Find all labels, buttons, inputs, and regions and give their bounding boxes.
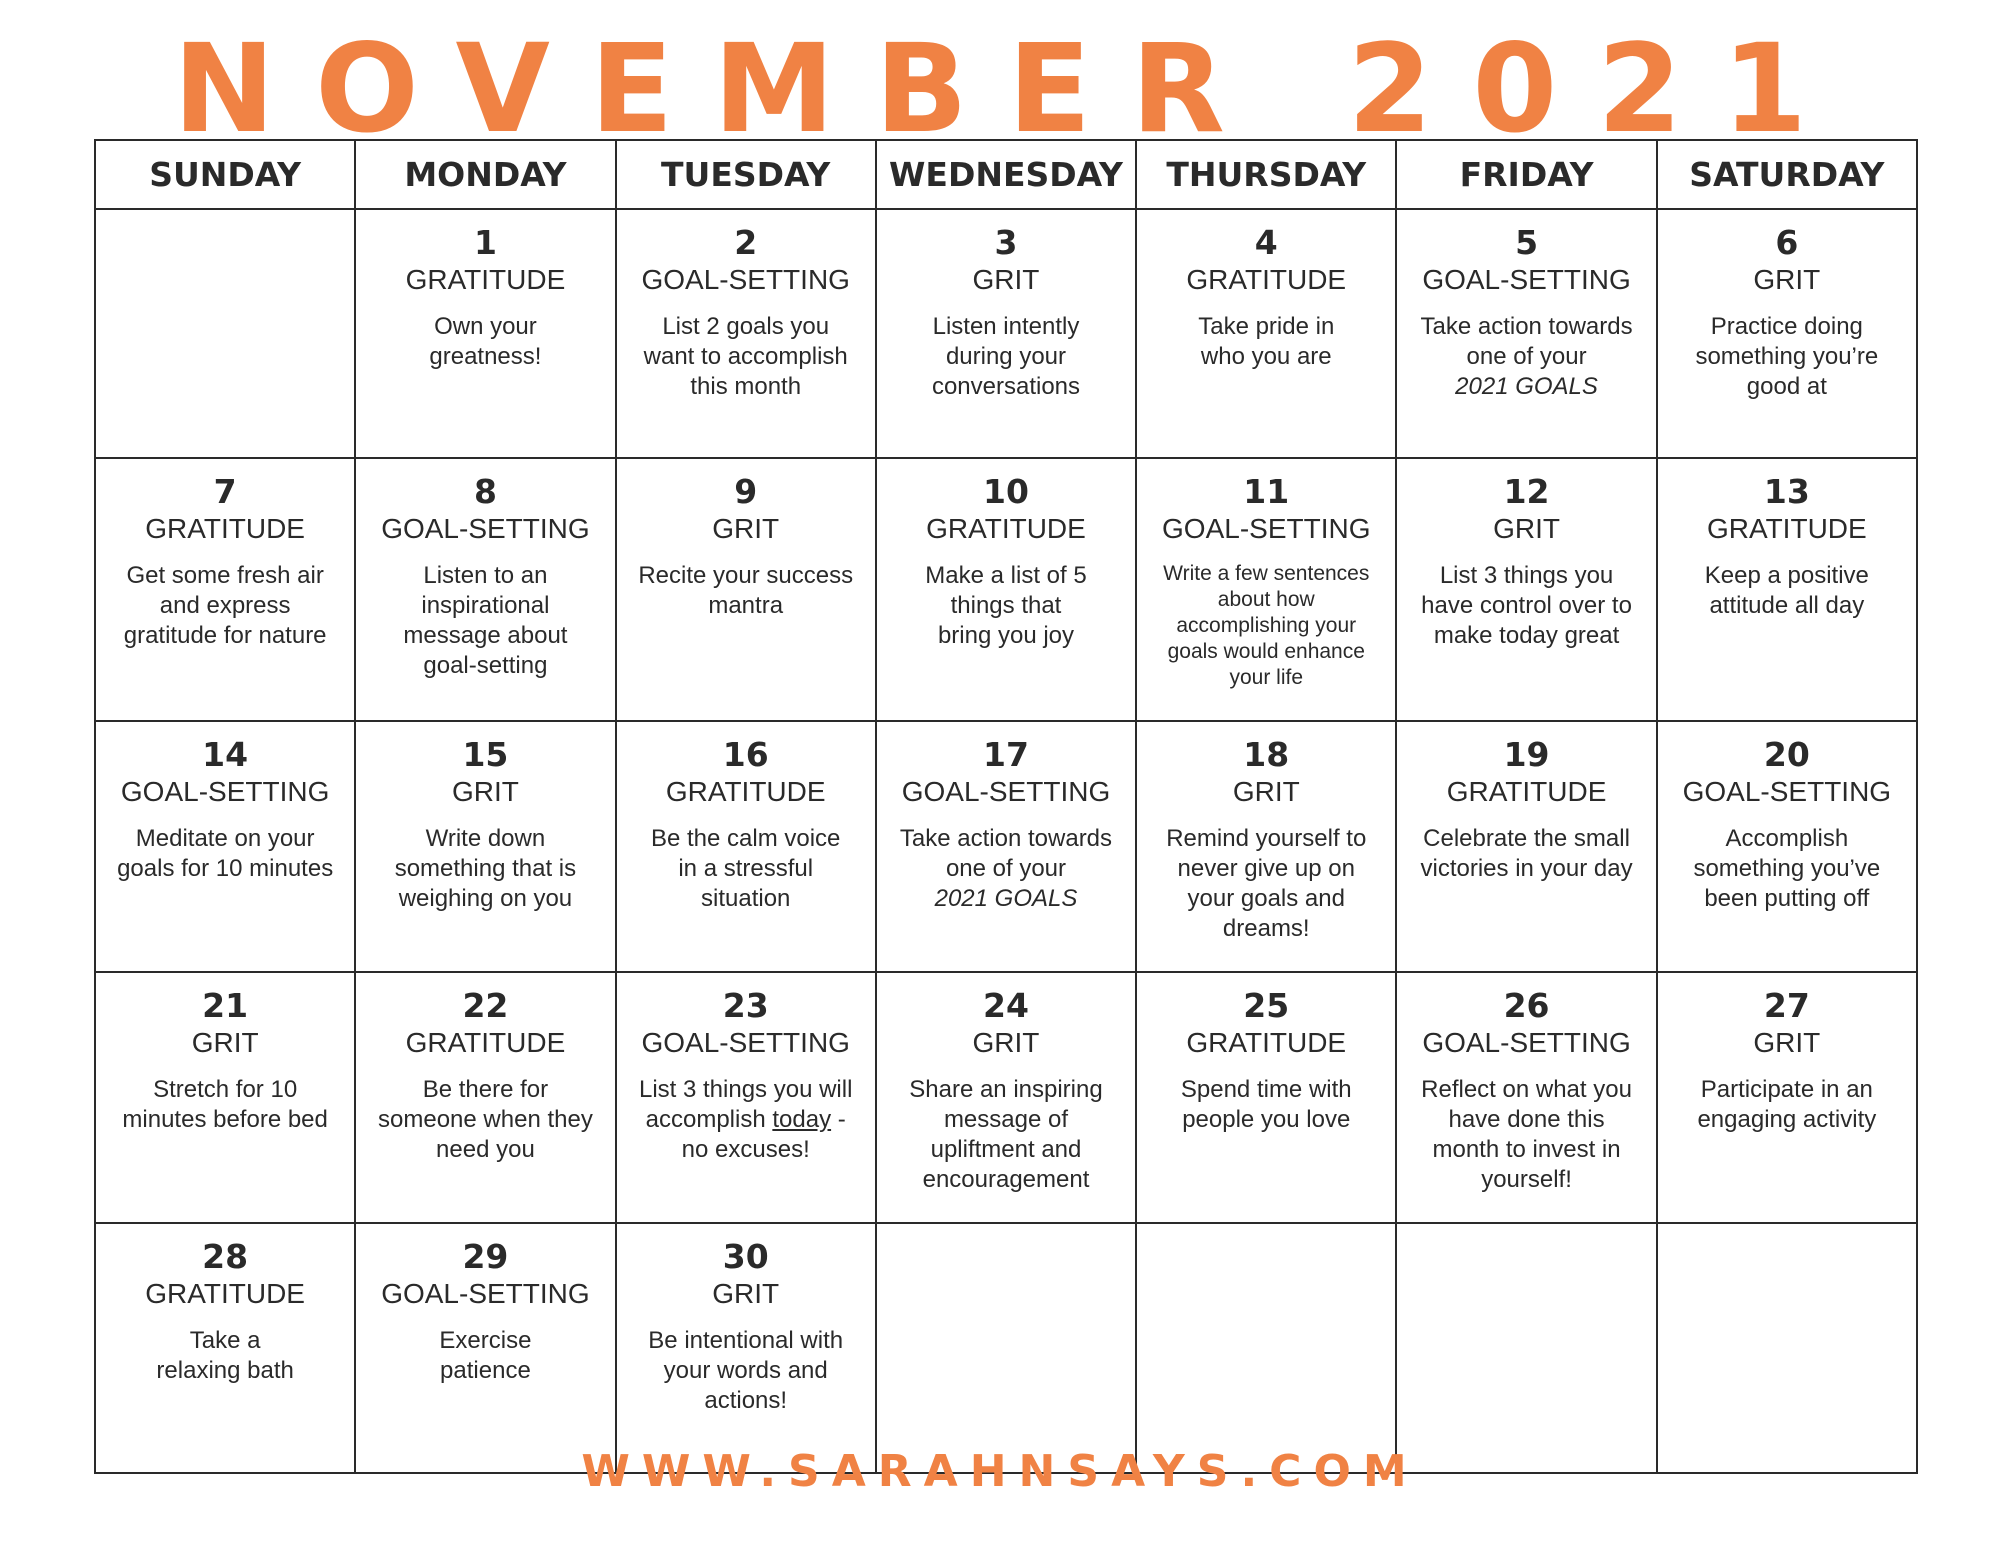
- empty-day-cell: [876, 1223, 1136, 1473]
- day-number: 17: [983, 735, 1029, 774]
- day-task: [1666, 561, 1908, 621]
- day-content: [877, 722, 1135, 914]
- task-line: goals for 10 minutes: [117, 855, 334, 882]
- weekday-header: SUNDAY: [95, 140, 355, 209]
- day-content: [356, 459, 614, 681]
- day-theme: GOAL-SETTING: [381, 513, 590, 544]
- day-theme: GOAL-SETTING: [641, 264, 850, 295]
- day-content: [617, 1224, 875, 1416]
- weekday-header: FRIDAY: [1396, 140, 1656, 209]
- task-line: and express: [159, 592, 291, 619]
- task-line: Take a: [189, 1327, 261, 1354]
- day-theme: GRIT: [1753, 264, 1821, 295]
- week-row: [95, 1223, 1917, 1473]
- day-theme: GRIT: [1493, 513, 1560, 544]
- day-theme: GRATITUDE: [1186, 264, 1347, 295]
- day-task: [885, 312, 1127, 402]
- day-number: 22: [462, 986, 509, 1025]
- day-theme: GOAL-SETTING: [1422, 264, 1631, 295]
- day-theme: GRIT: [972, 264, 1040, 295]
- day-content: [1397, 210, 1655, 402]
- day-content: [1397, 973, 1655, 1195]
- day-task: [104, 1075, 346, 1135]
- day-task: [625, 561, 867, 621]
- task-line: this month: [690, 373, 802, 400]
- task-line: Meditate on your: [135, 825, 315, 852]
- task-text: -: [831, 1106, 846, 1133]
- task-line: [625, 1105, 867, 1135]
- day-cell: [616, 721, 876, 972]
- day-content: [1397, 459, 1655, 651]
- task-line: Take action towards: [899, 825, 1113, 852]
- task-line: something that is: [394, 855, 577, 882]
- day-task: [104, 1326, 346, 1386]
- day-task: [1145, 561, 1387, 691]
- day-cell: [95, 721, 355, 972]
- task-line: Share an inspiring: [909, 1076, 1103, 1103]
- task-line: [1405, 372, 1647, 402]
- task-line: mantra: [708, 592, 784, 619]
- day-theme: GOAL-SETTING: [901, 776, 1111, 807]
- empty-day-cell: [1657, 1223, 1917, 1473]
- day-task: [885, 1075, 1127, 1195]
- day-number: 15: [462, 735, 509, 774]
- task-line: minutes before bed: [122, 1106, 328, 1133]
- day-content: [96, 722, 354, 884]
- day-cell: [1396, 209, 1656, 458]
- task-text: accomplish: [645, 1106, 773, 1133]
- task-line: Spend time with: [1180, 1076, 1352, 1103]
- task-line: Practice doing: [1710, 313, 1863, 340]
- task-line: gratitude for nature: [123, 622, 327, 649]
- day-task: [364, 1326, 606, 1386]
- day-theme: GRATITUDE: [145, 513, 305, 544]
- day-task: [104, 561, 346, 651]
- task-line: victories in your day: [1420, 855, 1633, 882]
- task-underlined-word: today: [772, 1106, 832, 1133]
- day-number: 8: [473, 472, 497, 511]
- day-content: [96, 459, 354, 651]
- task-line: Recite your success: [638, 562, 854, 589]
- weekday-header: SATURDAY: [1657, 140, 1917, 209]
- task-line: Write a few sentences: [1163, 562, 1370, 585]
- day-content: [617, 973, 875, 1165]
- day-cell: [616, 972, 876, 1223]
- day-cell: [1657, 721, 1917, 972]
- day-content: [1137, 210, 1395, 372]
- task-line: weighing on you: [398, 885, 573, 912]
- task-line: one of your: [1466, 343, 1587, 370]
- task-line: your life: [1229, 666, 1304, 689]
- task-line: who you are: [1200, 343, 1332, 370]
- day-theme: GRIT: [712, 1278, 780, 1309]
- day-theme: GRATITUDE: [1446, 776, 1607, 807]
- calendar-title: NOVEMBER 2021: [173, 18, 1847, 160]
- day-number: 2: [734, 223, 758, 262]
- day-cell: [95, 1223, 355, 1473]
- task-line: Stretch for 10: [153, 1076, 298, 1103]
- task-emphasis: 2021 GOALS: [934, 885, 1078, 912]
- day-cell: [95, 458, 355, 721]
- task-line: accomplishing your: [1176, 614, 1357, 637]
- day-cell: [355, 1223, 615, 1473]
- day-content: [356, 722, 614, 914]
- day-number: 7: [213, 472, 237, 511]
- task-line: someone when they: [378, 1106, 593, 1133]
- task-line: Write down: [425, 825, 546, 852]
- day-number: 13: [1763, 472, 1810, 511]
- task-line: Keep a positive: [1704, 562, 1869, 589]
- day-cell: [95, 972, 355, 1223]
- task-line: greatness!: [429, 343, 542, 370]
- day-number: 25: [1243, 986, 1290, 1025]
- day-task: [1405, 824, 1647, 884]
- task-line: Be intentional with: [648, 1327, 844, 1354]
- task-line: need you: [436, 1136, 535, 1163]
- weekday-header: MONDAY: [355, 140, 615, 209]
- task-line: Make a list of 5: [925, 562, 1087, 589]
- day-task: [364, 312, 606, 372]
- task-line: been putting off: [1704, 885, 1870, 912]
- day-task: [1405, 1075, 1647, 1195]
- day-content: [356, 210, 614, 372]
- day-content: [1658, 459, 1916, 621]
- day-cell: [1396, 972, 1656, 1223]
- day-theme: GRATITUDE: [665, 776, 826, 807]
- task-line: attitude all day: [1709, 592, 1865, 619]
- day-task: [104, 824, 346, 884]
- day-cell: [876, 209, 1136, 458]
- day-task: [364, 1075, 606, 1165]
- task-line: yourself!: [1481, 1166, 1572, 1193]
- day-theme: GOAL-SETTING: [641, 1027, 850, 1058]
- day-cell: [1657, 972, 1917, 1223]
- day-task: [1145, 312, 1387, 372]
- task-line: no excuses!: [681, 1136, 810, 1163]
- day-theme: GRIT: [191, 1027, 259, 1058]
- day-cell: [1136, 721, 1396, 972]
- day-theme: GOAL-SETTING: [1422, 1027, 1631, 1058]
- day-number: 30: [722, 1237, 769, 1276]
- task-line: Listen intently: [932, 313, 1080, 340]
- task-line: [885, 884, 1127, 914]
- website-url: WWW.SARAHNSAYS.COM: [581, 1446, 1419, 1497]
- day-task: [625, 824, 867, 914]
- day-content: [1137, 973, 1395, 1135]
- task-line: during your: [945, 343, 1067, 370]
- task-line: bring you joy: [937, 622, 1075, 649]
- day-number: 21: [202, 986, 249, 1025]
- day-number: 5: [1515, 223, 1539, 262]
- task-line: Own your: [434, 313, 537, 340]
- week-row: [95, 458, 1917, 721]
- task-line: List 3 things you will: [638, 1076, 853, 1103]
- day-number: 3: [994, 223, 1018, 262]
- day-cell: [1136, 458, 1396, 721]
- weekday-header: TUESDAY: [616, 140, 876, 209]
- task-line: in a stressful: [678, 855, 814, 882]
- day-theme: GRIT: [712, 513, 780, 544]
- day-cell: [1136, 209, 1396, 458]
- task-line: Be there for: [422, 1076, 549, 1103]
- weekday-header: THURSDAY: [1136, 140, 1396, 209]
- task-line: message about: [403, 622, 568, 649]
- day-theme: GRATITUDE: [405, 1027, 566, 1058]
- day-number: 27: [1763, 986, 1810, 1025]
- day-task: [364, 561, 606, 681]
- task-line: have done this: [1448, 1106, 1605, 1133]
- empty-day-cell: [1396, 1223, 1656, 1473]
- week-row: [95, 972, 1917, 1223]
- day-task: [885, 824, 1127, 914]
- day-number: 12: [1503, 472, 1550, 511]
- day-cell: [355, 209, 615, 458]
- day-content: [877, 459, 1135, 651]
- day-theme: GRIT: [1753, 1027, 1821, 1058]
- task-line: things that: [950, 592, 1062, 619]
- day-theme: GRIT: [1232, 776, 1300, 807]
- day-cell: [1396, 458, 1656, 721]
- day-task: [885, 561, 1127, 651]
- day-task: [1666, 1075, 1908, 1135]
- day-task: [1145, 1075, 1387, 1135]
- task-line: relaxing bath: [156, 1357, 294, 1384]
- day-content: [356, 973, 614, 1165]
- day-task: [625, 1075, 867, 1165]
- day-cell: [1396, 721, 1656, 972]
- day-number: 14: [202, 735, 249, 774]
- task-line: Be the calm voice: [650, 825, 841, 852]
- task-line: goals would enhance: [1167, 640, 1365, 663]
- day-number: 20: [1763, 735, 1810, 774]
- day-cell: [1657, 209, 1917, 458]
- day-task: [1666, 824, 1908, 914]
- day-theme: GRIT: [972, 1027, 1040, 1058]
- task-line: Remind yourself to: [1166, 825, 1367, 852]
- task-line: Get some fresh air: [126, 562, 324, 589]
- day-content: [1137, 722, 1395, 944]
- day-task: [1666, 312, 1908, 402]
- task-line: upliftment and: [930, 1136, 1082, 1163]
- task-line: Participate in an: [1700, 1076, 1873, 1103]
- day-theme: GRATITUDE: [145, 1278, 305, 1309]
- day-number: 16: [722, 735, 769, 774]
- day-task: [1145, 824, 1387, 944]
- task-line: something you’ve: [1693, 855, 1881, 882]
- task-line: List 3 things you: [1439, 562, 1614, 589]
- day-theme: GOAL-SETTING: [1682, 776, 1892, 807]
- day-content: [617, 459, 875, 621]
- task-line: goal-setting: [423, 652, 548, 679]
- task-line: Take action towards: [1420, 313, 1633, 340]
- task-line: something you’re: [1695, 343, 1879, 370]
- day-content: [877, 210, 1135, 402]
- day-cell: [1136, 972, 1396, 1223]
- task-line: Celebrate the small: [1423, 825, 1630, 852]
- day-task: [364, 824, 606, 914]
- day-task: [625, 1326, 867, 1416]
- weekday-header-row: [95, 140, 1917, 209]
- task-line: patience: [440, 1357, 531, 1384]
- day-cell: [876, 458, 1136, 721]
- day-cell: [1657, 458, 1917, 721]
- day-number: 29: [462, 1237, 509, 1276]
- task-line: your words and: [663, 1357, 828, 1384]
- day-content: [1658, 210, 1916, 402]
- day-number: 6: [1775, 223, 1799, 262]
- day-content: [96, 1224, 354, 1386]
- empty-day-cell: [95, 209, 355, 458]
- day-cell: [355, 721, 615, 972]
- day-theme: GRATITUDE: [1706, 513, 1867, 544]
- task-line: actions!: [704, 1387, 788, 1414]
- day-cell: [876, 721, 1136, 972]
- task-line: Listen to an: [423, 562, 548, 589]
- day-number: 18: [1243, 735, 1290, 774]
- day-cell: [355, 458, 615, 721]
- task-line: about how: [1217, 588, 1315, 611]
- day-number: 19: [1503, 735, 1550, 774]
- task-line: message of: [943, 1106, 1069, 1133]
- week-row: [95, 721, 1917, 972]
- day-content: [1658, 973, 1916, 1135]
- day-content: [1658, 722, 1916, 914]
- task-line: Reflect on what you: [1421, 1076, 1632, 1103]
- task-line: encouragement: [922, 1166, 1090, 1193]
- task-line: engaging activity: [1697, 1106, 1877, 1133]
- day-cell: [616, 1223, 876, 1473]
- day-cell: [616, 458, 876, 721]
- task-line: your goals and: [1187, 885, 1345, 912]
- weekday-header: WEDNESDAY: [876, 140, 1136, 209]
- day-content: [1137, 459, 1395, 691]
- empty-day-cell: [1136, 1223, 1396, 1473]
- task-line: never give up on: [1177, 855, 1355, 882]
- task-line: inspirational: [421, 592, 550, 619]
- day-task: [625, 312, 867, 402]
- day-number: 9: [734, 472, 758, 511]
- day-theme: GOAL-SETTING: [381, 1278, 590, 1309]
- day-theme: GRATITUDE: [926, 513, 1086, 544]
- week-row: [95, 209, 1917, 458]
- day-cell: [876, 972, 1136, 1223]
- day-cell: [616, 209, 876, 458]
- task-line: make today great: [1433, 622, 1620, 649]
- day-content: [617, 722, 875, 914]
- day-content: [1397, 722, 1655, 884]
- day-number: 26: [1503, 986, 1550, 1025]
- day-content: [96, 973, 354, 1135]
- day-number: 10: [983, 472, 1029, 511]
- day-theme: GRIT: [451, 776, 519, 807]
- task-line: conversations: [931, 373, 1081, 400]
- day-content: [877, 973, 1135, 1195]
- day-number: 23: [722, 986, 769, 1025]
- day-cell: [355, 972, 615, 1223]
- day-theme: GRATITUDE: [1186, 1027, 1347, 1058]
- task-line: dreams!: [1222, 915, 1310, 942]
- day-number: 28: [202, 1237, 249, 1276]
- task-line: one of your: [945, 855, 1067, 882]
- day-number: 4: [1254, 223, 1278, 262]
- task-line: List 2 goals you: [662, 313, 830, 340]
- calendar-grid: [94, 139, 1918, 1474]
- day-theme: GOAL-SETTING: [1162, 513, 1371, 544]
- task-line: have control over to: [1421, 592, 1632, 619]
- day-number: 1: [473, 223, 497, 262]
- day-number: 11: [1243, 472, 1290, 511]
- day-number: 24: [983, 986, 1029, 1025]
- day-theme: GOAL-SETTING: [120, 776, 330, 807]
- task-line: situation: [701, 885, 791, 912]
- task-line: want to accomplish: [643, 343, 848, 370]
- task-line: month to invest in: [1432, 1136, 1621, 1163]
- day-content: [617, 210, 875, 402]
- task-line: good at: [1746, 373, 1827, 400]
- day-theme: GRATITUDE: [405, 264, 566, 295]
- task-line: Exercise: [439, 1327, 532, 1354]
- task-line: Take pride in: [1198, 313, 1335, 340]
- task-line: Accomplish: [1725, 825, 1849, 852]
- day-content: [356, 1224, 614, 1386]
- day-task: [1405, 561, 1647, 651]
- task-line: people you love: [1182, 1106, 1351, 1133]
- day-task: [1405, 312, 1647, 402]
- task-emphasis: 2021 GOALS: [1455, 373, 1598, 400]
